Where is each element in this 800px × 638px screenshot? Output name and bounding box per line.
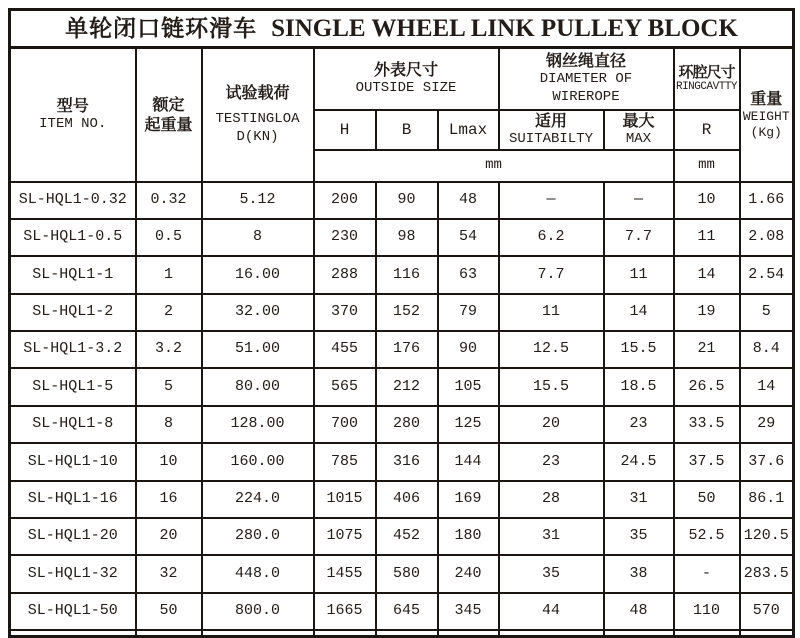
value-cell: 16.00 <box>202 256 314 293</box>
item-no-cell: SL-HQL1-16 <box>10 481 136 518</box>
value-cell: 283.5 <box>740 555 794 592</box>
unit-ring-mm: mm <box>674 150 740 182</box>
value-cell: 90 <box>376 182 438 219</box>
value-cell: 20 <box>136 518 202 555</box>
value-cell: 10 <box>136 443 202 480</box>
table-row <box>10 294 794 331</box>
value-cell: 79 <box>438 294 499 331</box>
table-row <box>10 481 794 518</box>
value-cell: 5.12 <box>202 182 314 219</box>
page-title <box>10 10 794 48</box>
value-cell: — <box>604 182 674 219</box>
value-cell: 8 <box>202 219 314 256</box>
value-cell: 280.0 <box>202 518 314 555</box>
value-cell: 580 <box>376 555 438 592</box>
value-cell: 32 <box>136 555 202 592</box>
value-cell: 21 <box>674 331 740 368</box>
value-cell: 18.5 <box>604 368 674 405</box>
value-cell: 28 <box>499 481 604 518</box>
value-cell: 23 <box>499 443 604 480</box>
value-cell: 8 <box>136 406 202 443</box>
header-suitability: 适用 SUITABILTY <box>499 110 604 150</box>
header-row-groups <box>10 48 794 110</box>
table-row <box>10 518 794 555</box>
value-cell: 35 <box>499 555 604 592</box>
value-cell: 345 <box>438 593 499 630</box>
value-cell: 125 <box>438 406 499 443</box>
value-cell: 120.5 <box>740 518 794 555</box>
value-cell: 50 <box>136 593 202 630</box>
item-no-cell: SL-HQL1-0.32 <box>10 182 136 219</box>
table-row <box>10 555 794 592</box>
value-cell: 7.7 <box>604 219 674 256</box>
table-row <box>10 368 794 405</box>
value-cell: 14 <box>740 368 794 405</box>
value-cell: 240 <box>438 555 499 592</box>
value-cell: 98 <box>376 219 438 256</box>
item-no-cell: SL-HQL1-0.5 <box>10 219 136 256</box>
item-no-cell: SL-HQL1-3.2 <box>10 331 136 368</box>
value-cell: 0.32 <box>136 182 202 219</box>
value-cell: 105 <box>438 368 499 405</box>
header-ring-cavity: 环腔尺寸 RINGCAVTTY <box>674 48 740 110</box>
value-cell: 37.5 <box>674 443 740 480</box>
value-cell: 31 <box>604 481 674 518</box>
value-cell: 280 <box>376 406 438 443</box>
value-cell: 29 <box>740 406 794 443</box>
item-no-cell: SL-HQL1-2 <box>10 294 136 331</box>
value-cell: 5 <box>136 368 202 405</box>
header-r: R <box>674 110 740 150</box>
item-no-cell: SL-HQL1-5 <box>10 368 136 405</box>
value-cell: 15.5 <box>499 368 604 405</box>
header-b: B <box>376 110 438 150</box>
header-testing-load: 试验载荷 TESTINGLOA D(KN) <box>202 48 314 182</box>
value-cell: 152 <box>376 294 438 331</box>
table-row <box>10 182 794 219</box>
table-row <box>10 256 794 293</box>
value-cell: 370 <box>314 294 376 331</box>
value-cell: 128.00 <box>202 406 314 443</box>
value-cell: 16 <box>136 481 202 518</box>
header-max: 最大 MAX <box>604 110 674 150</box>
table-row <box>10 219 794 256</box>
title-chinese: 单轮闭口链环滑车 <box>65 15 258 42</box>
value-cell: 5 <box>740 294 794 331</box>
value-cell: 38 <box>604 555 674 592</box>
partial-row <box>10 630 794 636</box>
spec-sheet <box>8 8 792 638</box>
value-cell: 26.5 <box>674 368 740 405</box>
value-cell: 31 <box>499 518 604 555</box>
value-cell: 2.54 <box>740 256 794 293</box>
header-lmax: Lmax <box>438 110 499 150</box>
value-cell: 48 <box>438 182 499 219</box>
value-cell: 32.00 <box>202 294 314 331</box>
table-row <box>10 443 794 480</box>
value-cell: 52.5 <box>674 518 740 555</box>
value-cell: 90 <box>438 331 499 368</box>
header-item-no: 型号 ITEM NO. <box>10 48 136 182</box>
value-cell: 15.5 <box>604 331 674 368</box>
value-cell: 19 <box>674 294 740 331</box>
item-no-cell: SL-HQL1-32 <box>10 555 136 592</box>
value-cell: 1.66 <box>740 182 794 219</box>
value-cell: 116 <box>376 256 438 293</box>
value-cell: 1455 <box>314 555 376 592</box>
value-cell: 24.5 <box>604 443 674 480</box>
value-cell: 35 <box>604 518 674 555</box>
value-cell: 44 <box>499 593 604 630</box>
item-no-cell: SL-HQL1-8 <box>10 406 136 443</box>
value-cell: - <box>674 555 740 592</box>
value-cell: 316 <box>376 443 438 480</box>
title-row <box>10 10 794 48</box>
value-cell: 212 <box>376 368 438 405</box>
value-cell: 37.6 <box>740 443 794 480</box>
value-cell: 14 <box>604 294 674 331</box>
value-cell: 570 <box>740 593 794 630</box>
value-cell: 80.00 <box>202 368 314 405</box>
value-cell: 63 <box>438 256 499 293</box>
value-cell: 110 <box>674 593 740 630</box>
value-cell: 12.5 <box>499 331 604 368</box>
value-cell: 8.4 <box>740 331 794 368</box>
value-cell: 169 <box>438 481 499 518</box>
value-cell: — <box>499 182 604 219</box>
value-cell: 11 <box>499 294 604 331</box>
value-cell: 6.2 <box>499 219 604 256</box>
table-row <box>10 406 794 443</box>
value-cell: 1 <box>136 256 202 293</box>
value-cell: 455 <box>314 331 376 368</box>
value-cell: 645 <box>376 593 438 630</box>
value-cell: 11 <box>674 219 740 256</box>
value-cell: 700 <box>314 406 376 443</box>
value-cell: 224.0 <box>202 481 314 518</box>
value-cell: 14 <box>674 256 740 293</box>
value-cell: 176 <box>376 331 438 368</box>
value-cell: 1665 <box>314 593 376 630</box>
table-body <box>10 182 794 631</box>
item-no-cell: SL-HQL1-50 <box>10 593 136 630</box>
item-no-cell: SL-HQL1-20 <box>10 518 136 555</box>
value-cell: 406 <box>376 481 438 518</box>
header-wirerope-diameter: 钢丝绳直径 DIAMETER OF WIREROPE <box>499 48 674 110</box>
value-cell: 1015 <box>314 481 376 518</box>
value-cell: 33.5 <box>674 406 740 443</box>
value-cell: 452 <box>376 518 438 555</box>
header-rated-capacity: 额定 起重量 <box>136 48 202 182</box>
value-cell: 565 <box>314 368 376 405</box>
value-cell: 230 <box>314 219 376 256</box>
value-cell: 51.00 <box>202 331 314 368</box>
value-cell: 785 <box>314 443 376 480</box>
value-cell: 11 <box>604 256 674 293</box>
value-cell: 1075 <box>314 518 376 555</box>
value-cell: 2.08 <box>740 219 794 256</box>
value-cell: 3.2 <box>136 331 202 368</box>
item-no-cell: SL-HQL1-1 <box>10 256 136 293</box>
value-cell: 7.7 <box>499 256 604 293</box>
value-cell: 0.5 <box>136 219 202 256</box>
value-cell: 144 <box>438 443 499 480</box>
title-english: SINGLE WHEEL LINK PULLEY BLOCK <box>271 14 738 42</box>
table-row <box>10 331 794 368</box>
value-cell: 288 <box>314 256 376 293</box>
value-cell: 160.00 <box>202 443 314 480</box>
header-outside-size: 外表尺寸 OUTSIDE SIZE <box>314 48 499 110</box>
header-weight: 重量 WEIGHT (Kg) <box>740 48 794 182</box>
value-cell: 50 <box>674 481 740 518</box>
value-cell: 180 <box>438 518 499 555</box>
value-cell: 10 <box>674 182 740 219</box>
pulley-block-spec-table <box>8 8 795 638</box>
header-h: H <box>314 110 376 150</box>
value-cell: 23 <box>604 406 674 443</box>
value-cell: 200 <box>314 182 376 219</box>
value-cell: 54 <box>438 219 499 256</box>
value-cell: 86.1 <box>740 481 794 518</box>
value-cell: 2 <box>136 294 202 331</box>
value-cell: 48 <box>604 593 674 630</box>
value-cell: 20 <box>499 406 604 443</box>
value-cell: 800.0 <box>202 593 314 630</box>
value-cell: 448.0 <box>202 555 314 592</box>
table-row <box>10 593 794 630</box>
unit-size-mm: mm <box>314 150 674 182</box>
item-no-cell: SL-HQL1-10 <box>10 443 136 480</box>
